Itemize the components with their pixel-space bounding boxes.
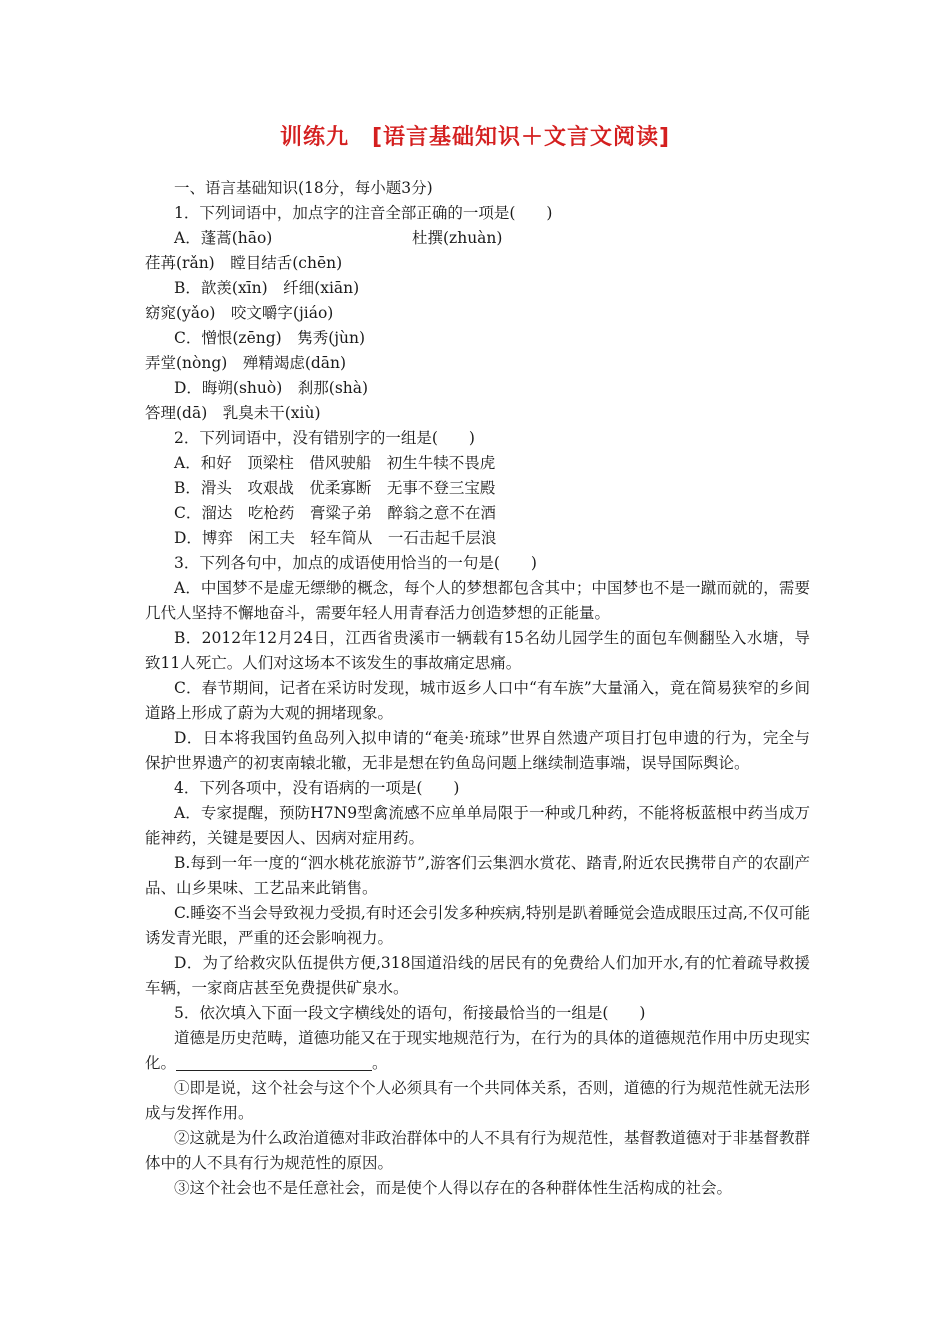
question-3-option-a: A．中国梦不是虚无缥缈的概念，每个人的梦想都包含其中；中国梦也不是一蹴而就的，需要几代人坚持不懈地奋斗，需要年轻人用青春活力创造梦想的正能量。 xyxy=(145,579,810,622)
question-5-sentence-1: ①即是说，这个社会与这个个人必须具有一个共同体关系，否则，道德的行为规范性就无法形成与发挥作用。 xyxy=(145,1079,810,1122)
option-a-part2: 杜撰(zhuàn) xyxy=(412,229,503,247)
question-4-option-d: D．为了给救灾队伍提供方便,318国道沿线的居民有的免费给人们加开水,有的忙着疏导救援车辆，一家商店甚至免费提供矿泉水。 xyxy=(145,954,810,997)
question-2-stem: 2．下列词语中，没有错别字的一组是( ) xyxy=(174,429,475,447)
section-heading: 一、语言基础知识(18分，每小题3分) xyxy=(174,179,433,197)
question-2-option-a: A．和好 顶梁柱 借风驶船 初生牛犊不畏虎 xyxy=(174,454,496,472)
question-4-stem: 4．下列各项中，没有语病的一项是( ) xyxy=(174,779,460,797)
question-2-option-b: B．滑头 攻艰战 优柔寡断 无事不登三宝殿 xyxy=(174,479,496,497)
question-3-option-b: B．2012年12月24日，江西省贵溪市一辆载有15名幼儿园学生的面包车侧翻坠入水塘，导致11人死亡。人们对这场本不该发生的事故痛定思痛。 xyxy=(145,629,810,672)
question-1-stem: 1．下列词语中，加点字的注音全部正确的一项是( ) xyxy=(174,204,553,222)
question-1-option-d-cont: 答理(dā) 乳臭未干(xiù) xyxy=(145,404,321,422)
question-1-option-c: C．憎恨(zēng) 隽秀(jùn) xyxy=(174,329,366,347)
question-1-option-a xyxy=(145,226,810,251)
question-3-option-c: C．春节期间，记者在采访时发现，城市返乡人口中“有车族”大量涌入，竟在简易狭窄的乡间道路上形成了蔚为大观的拥堵现象。 xyxy=(145,679,810,722)
question-5-stem: 5．依次填入下面一段文字横线处的语句，衔接最恰当的一组是( ) xyxy=(174,1004,646,1022)
question-3-option-d: D．日本将我国钓鱼岛列入拟申请的“奄美·琉球”世界自然遗产项目打包申遗的行为，完全与保护世界遗产的初衷南辕北辙，无非是想在钓鱼岛问题上继续制造事端，误导国际舆论。 xyxy=(145,729,810,772)
question-2-option-d: D．博弈 闲工夫 轻车简从 一石击起千层浪 xyxy=(174,529,497,547)
question-1-option-d: D．晦朔(shuò) 刹那(shà) xyxy=(174,379,369,397)
question-1-option-b-cont: 窈窕(yǎo) 咬文嚼字(jiáo) xyxy=(145,304,334,322)
question-5-sentence-2: ②这就是为什么政治道德对非政治群体中的人不具有行为规范性，基督教道德对于非基督教群体中的人不具有行为规范性的原因。 xyxy=(145,1129,810,1172)
passage-end: 。 xyxy=(372,1054,388,1072)
question-1-option-c-cont: 弄堂(nòng) 殚精竭虑(dān) xyxy=(145,354,347,372)
page-title: 训练九 [语言基础知识＋文言文阅读] xyxy=(279,125,671,150)
question-4-option-b: B.每到一年一度的“泗水桃花旅游节”,游客们云集泗水赏花、踏青,附近农民携带自产的农副产品、山乡果味、工艺品来此销售。 xyxy=(145,854,810,897)
question-5-sentence-3: ③这个社会也不是任意社会，而是使个人得以存在的各种群体性生活构成的社会。 xyxy=(174,1179,733,1197)
fill-blank xyxy=(176,1052,372,1071)
passage-text: 道德是历史范畴，道德功能又在于现实地规范行为，在行为的具体的道德规范作用中历史现实化。 xyxy=(145,1029,810,1072)
question-4-option-a: A．专家提醒，预防H7N9型禽流感不应单单局限于一种或几种药，不能将板蓝根中药当成万能神药，关键是要因人、因病对症用药。 xyxy=(145,804,810,847)
question-1-option-b: B．歆羡(xīn) 纤细(xiān) xyxy=(174,279,360,297)
question-2-option-c: C．溜达 吃枪药 膏粱子弟 醉翁之意不在酒 xyxy=(174,504,496,522)
option-a-part1: A．蓬蒿(hāo) xyxy=(174,229,273,247)
question-3-stem: 3．下列各句中，加点的成语使用恰当的一句是( ) xyxy=(174,554,537,572)
question-4-option-c: C.睡姿不当会导致视力受损,有时还会引发多种疾病,特别是趴着睡觉会造成眼压过高,不仅可能诱发青光眼，严重的还会影响视力。 xyxy=(145,904,810,947)
question-1-option-a-cont: 荏苒(rǎn) 瞠目结舌(chēn) xyxy=(145,254,343,272)
exam-content xyxy=(145,176,810,1201)
question-5-passage xyxy=(145,1026,810,1076)
